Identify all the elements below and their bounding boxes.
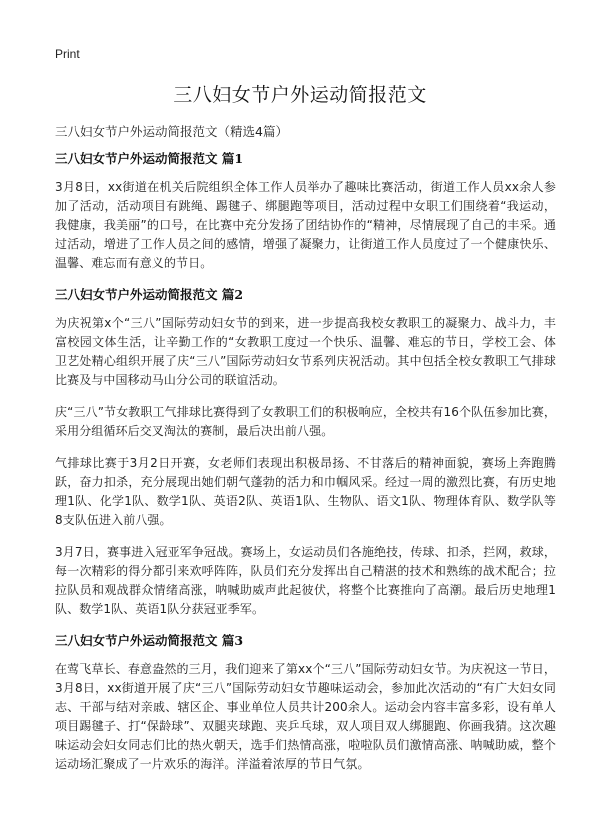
section-heading: 三八妇女节户外运动简报范文 篇3	[55, 633, 244, 648]
section-heading: 三八妇女节户外运动简报范文 篇2	[55, 287, 244, 302]
page-title: 三八妇女节户外运动简报范文	[173, 84, 427, 106]
section-2	[55, 286, 556, 619]
paragraph: 3月7日，赛事进入冠亚军争冠战。赛场上，女运动员们各施绝技，传球、扣杀，拦网，救球，每一次精彩的得分都引来欢呼阵阵，队员们充分发挥出自己精湛的技术和熟练的战术配合；拉拉队员和观战群众情绪高涨，呐喊助威声此起彼伏，将整个比赛推向了高潮。最后历史地理1队、数学1队、英语1队分获冠亚季军。	[55, 545, 556, 616]
print-label[interactable]: Print	[55, 47, 80, 61]
article-body	[55, 150, 556, 787]
section-1	[55, 150, 556, 273]
section-heading: 三八妇女节户外运动简报范文 篇1	[55, 151, 244, 166]
paragraph: 3月8日，xx街道在机关后院组织全体工作人员举办了趣味比赛活动，街道工作人员xx余人参加了活动，活动项目有跳绳、踢毽子、绑腿跑等项目，活动过程中女职工们围绕着“我运动，我健康，我美丽”的口号，在比赛中充分发扬了团结协作的“精神，尽情展现了自己的丰采。通过活动，增进了工作人员之间的感情，增强了凝聚力，让街道工作人员度过了一个健康快乐、温馨、难忘而有意义的节日。	[55, 180, 556, 270]
paragraph: 在莺飞草长、春意盎然的三月，我们迎来了第xx个“三八”国际劳动妇女节。为庆祝这一节日，3月8日，xx街道开展了庆“三八”国际劳动妇女节趣味运动会，参加此次活动的“有广大妇女同志、干部与结对亲戚、辖区企、事业单位人员共计200余人。运动会内容丰富多彩，设有单人项目踢毽子、打“保龄球”、双腿夹球跑、夹乒乓球，双人项目双人绑腿跑、你画我猜。这次趣味运动会妇女同志们比的热火朝天，选手们热情高涨，啦啦队员们激情高涨、呐喊助威，整个运动场汇聚成了一片欢乐的海洋。洋溢着浓厚的节日气氛。	[55, 662, 556, 771]
paragraph: 庆“三八”节女教职工气排球比赛得到了女教职工们的积极响应，全校共有16个队伍参加比赛，采用分组循环后交叉淘汰的赛制，最后决出前八强。	[55, 405, 556, 438]
page-subtitle: 三八妇女节户外运动简报范文（精选4篇）	[55, 124, 288, 139]
paragraph: 气排球比赛于3月2日开赛，女老师们表现出积极昂扬、不甘落后的精神面貌，赛场上奔跑腾跃，奋力扣杀，充分展现出她们朝气蓬勃的活力和巾帼风采。经过一周的激烈比赛，有历史地理1队、化学1队、数学1队、英语2队、英语1队、生物队、语文1队、物理体育队、数学队等8支队伍进入前八强。	[55, 456, 556, 527]
section-3	[55, 632, 556, 774]
paragraph: 为庆祝第x个“三八”国际劳动妇女节的到来，进一步提高我校女教职工的凝聚力、战斗力，丰富校园文体生活，让辛勤工作的“女教职工度过一个快乐、温馨、难忘的节日，学校工会、体卫艺处精心组织开展了庆“三八”国际劳动妇女节系列庆祝活动。其中包括全校女教职工气排球比赛及与中国移动马山分公司的联谊活动。	[55, 316, 556, 387]
